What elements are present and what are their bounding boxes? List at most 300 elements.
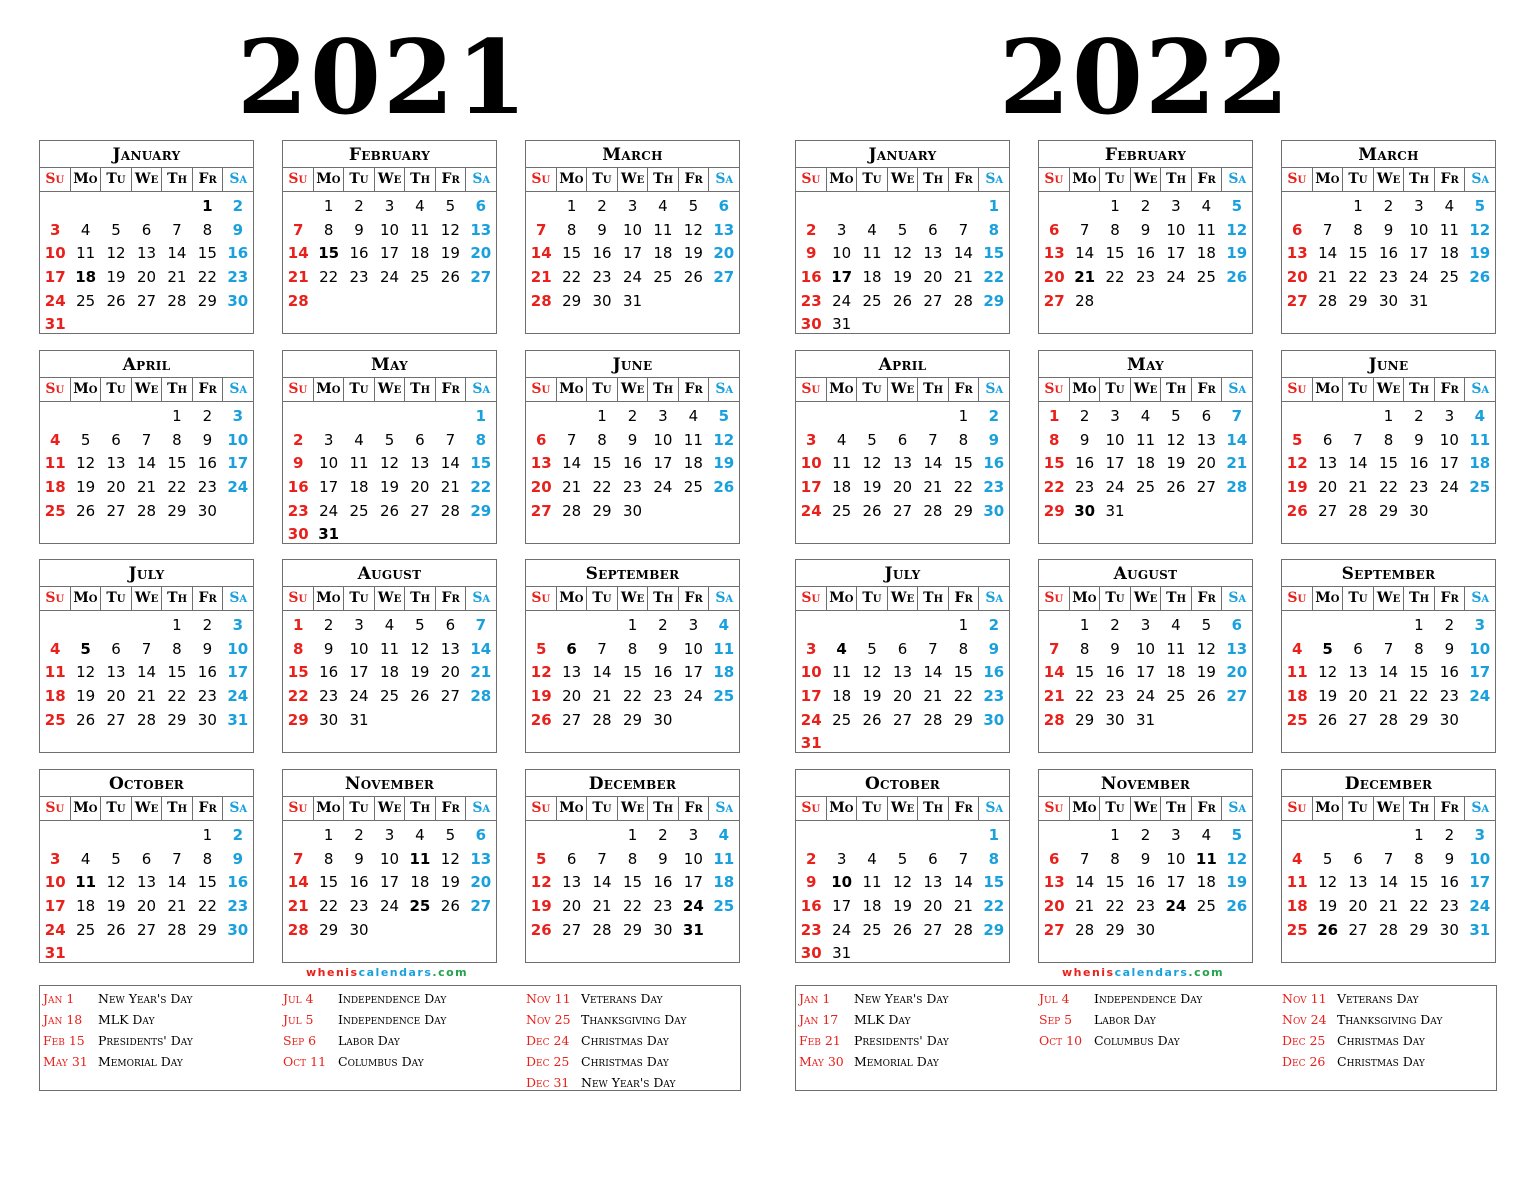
empty-day-cell xyxy=(887,824,917,848)
holiday-column xyxy=(43,988,193,1072)
day-cell: 2 xyxy=(354,197,364,215)
website-credit xyxy=(1062,966,1224,979)
day-cell: 10 xyxy=(379,849,400,868)
day-cell: 2 xyxy=(597,197,607,215)
weekday-label: Mo xyxy=(313,587,344,610)
day-cell: 6 xyxy=(566,639,577,658)
day-cell: 27 xyxy=(562,710,582,729)
day-cell: 21 xyxy=(562,478,582,497)
day-cell: 13 xyxy=(136,873,157,892)
day-grid xyxy=(283,402,496,547)
weekday-label: Mo xyxy=(1069,378,1100,401)
month-calendar xyxy=(1281,769,1496,963)
day-cell: 11 xyxy=(683,430,703,449)
weekday-label: Sa xyxy=(222,168,253,191)
month-calendar xyxy=(282,559,497,753)
day-cell: 18 xyxy=(832,478,852,497)
day-cell: 1 xyxy=(627,616,638,634)
day-cell: 5 xyxy=(1171,407,1181,425)
day-cell: 18 xyxy=(1196,244,1216,263)
holiday-date: Sep 5 xyxy=(1039,1012,1073,1027)
weekday-label: Su xyxy=(1044,171,1064,187)
day-cell: 28 xyxy=(1075,920,1095,939)
day-cell: 27 xyxy=(136,291,157,310)
holiday-name: Memorial Day xyxy=(98,1054,183,1069)
holiday-name: Independence Day xyxy=(1094,991,1203,1006)
day-cell: 20 xyxy=(1196,454,1216,473)
day-cell: 3 xyxy=(354,616,364,634)
day-cell: 5 xyxy=(80,639,91,658)
weekday-label: Th xyxy=(647,378,678,401)
day-cell: 25 xyxy=(713,897,735,916)
day-cell: 7 xyxy=(566,430,577,449)
day-cell: 19 xyxy=(379,478,400,497)
weekday-label: Tu xyxy=(343,168,374,191)
weekday-label: Su xyxy=(45,381,65,397)
weekday-label: Sa xyxy=(1221,378,1252,401)
day-cell: 17 xyxy=(832,897,852,916)
weekday-header xyxy=(1039,167,1252,192)
day-cell: 1 xyxy=(172,407,182,425)
day-cell: 3 xyxy=(1474,826,1485,844)
weekday-label: Mo xyxy=(70,587,101,610)
weekday-label: Sa xyxy=(465,168,496,191)
holiday-item xyxy=(43,1009,193,1030)
day-cell: 21 xyxy=(1226,454,1248,473)
day-cell: 27 xyxy=(1043,291,1065,310)
day-cell: 3 xyxy=(1474,616,1485,634)
day-cell: 12 xyxy=(1226,849,1248,868)
empty-day-cell xyxy=(1373,824,1403,848)
day-cell: 11 xyxy=(862,244,882,263)
day-cell: 27 xyxy=(1286,291,1308,310)
day-cell: 17 xyxy=(622,244,643,263)
holiday-item xyxy=(526,988,686,1009)
day-cell: 15 xyxy=(622,873,643,892)
day-cell: 12 xyxy=(530,663,552,682)
day-cell: 16 xyxy=(1439,663,1459,682)
day-cell: 17 xyxy=(227,663,249,682)
weekday-label: Fr xyxy=(948,378,979,401)
weekday-label: We xyxy=(1373,378,1404,401)
day-cell: 5 xyxy=(535,639,547,658)
day-cell: 13 xyxy=(923,244,943,263)
day-cell: 16 xyxy=(1105,663,1125,682)
day-cell: 4 xyxy=(867,220,877,239)
day-cell: 28 xyxy=(592,920,612,939)
day-cell: 7 xyxy=(1079,220,1090,239)
day-cell: 22 xyxy=(470,478,492,497)
day-cell: 23 xyxy=(983,478,1005,497)
weekday-header xyxy=(283,796,496,821)
day-cell: 15 xyxy=(953,454,973,473)
day-cell: 16 xyxy=(622,454,643,473)
day-cell: 27 xyxy=(1348,710,1368,729)
day-cell: 5 xyxy=(897,220,908,239)
day-cell: 7 xyxy=(1048,639,1060,658)
day-cell: 16 xyxy=(653,873,673,892)
day-cell: 7 xyxy=(445,430,456,449)
holiday-list xyxy=(795,985,1497,1091)
day-cell: 23 xyxy=(349,897,369,916)
weekday-header xyxy=(526,796,739,821)
holiday-name: Independence Day xyxy=(338,991,447,1006)
day-cell: 7 xyxy=(535,220,547,239)
weekday-label: Fr xyxy=(678,168,709,191)
day-cell: 9 xyxy=(597,220,607,239)
day-cell: 9 xyxy=(988,430,999,449)
day-cell: 17 xyxy=(349,663,369,682)
day-cell: 27 xyxy=(470,897,492,916)
day-cell: 13 xyxy=(470,849,492,868)
day-cell: 27 xyxy=(923,920,943,939)
day-cell: 6 xyxy=(1353,849,1363,868)
day-cell: 2 xyxy=(354,826,364,844)
day-cell: 8 xyxy=(1110,849,1120,868)
empty-day-cell xyxy=(162,195,192,219)
weekday-header xyxy=(40,377,253,402)
weekday-label: We xyxy=(131,797,162,820)
day-cell: 6 xyxy=(475,197,486,215)
day-cell: 16 xyxy=(1439,873,1459,892)
empty-day-cell xyxy=(948,195,978,219)
weekday-label: Th xyxy=(404,587,435,610)
day-cell: 10 xyxy=(800,454,822,473)
day-cell: 7 xyxy=(1231,407,1242,425)
day-cell: 15 xyxy=(562,244,582,263)
day-cell: 12 xyxy=(1318,663,1338,682)
day-cell: 25 xyxy=(409,897,431,916)
empty-day-cell xyxy=(526,195,556,219)
day-cell: 23 xyxy=(653,897,673,916)
day-cell: 6 xyxy=(1201,407,1212,425)
month-name: June xyxy=(612,355,653,375)
day-cell: 17 xyxy=(44,897,66,916)
day-cell: 7 xyxy=(172,849,182,868)
day-cell: 8 xyxy=(1353,220,1363,239)
weekday-label: We xyxy=(887,797,918,820)
day-cell: 15 xyxy=(287,663,309,682)
month-name: October xyxy=(108,774,185,794)
day-cell: 29 xyxy=(167,501,187,520)
weekday-label: Th xyxy=(917,168,948,191)
weekday-label: Sa xyxy=(465,378,496,401)
day-cell: 10 xyxy=(1166,220,1186,239)
holiday-item xyxy=(526,1030,686,1051)
day-cell: 27 xyxy=(410,501,430,520)
empty-day-cell xyxy=(131,614,161,638)
day-cell: 13 xyxy=(1043,244,1065,263)
weekday-label: Th xyxy=(647,797,678,820)
day-cell: 14 xyxy=(136,663,157,682)
empty-day-cell xyxy=(70,824,100,848)
weekday-label: Fr xyxy=(192,797,223,820)
weekday-label: Sa xyxy=(1221,587,1252,610)
day-cell: 19 xyxy=(862,478,882,497)
day-cell: 21 xyxy=(923,687,943,706)
day-cell: 9 xyxy=(232,849,243,868)
day-cell: 17 xyxy=(831,268,853,287)
holiday-date: Oct 10 xyxy=(1039,1033,1083,1048)
year-title: 2021 xyxy=(237,18,529,138)
day-cell: 11 xyxy=(713,639,735,658)
day-cell: 20 xyxy=(892,687,913,706)
day-cell: 19 xyxy=(76,478,96,497)
day-cell: 1 xyxy=(475,407,486,425)
day-cell: 5 xyxy=(535,849,547,868)
day-cell: 18 xyxy=(1286,687,1308,706)
day-cell: 31 xyxy=(44,944,66,963)
weekday-label: Fr xyxy=(435,378,466,401)
empty-day-cell xyxy=(283,195,313,219)
day-cell: 17 xyxy=(1135,663,1156,682)
day-cell: 10 xyxy=(227,639,249,658)
day-cell: 27 xyxy=(136,920,157,939)
day-cell: 11 xyxy=(379,639,400,658)
day-cell: 26 xyxy=(76,710,96,729)
holiday-date: Dec 31 xyxy=(526,1075,570,1090)
day-cell: 27 xyxy=(1043,920,1065,939)
day-cell: 11 xyxy=(653,220,673,239)
month-calendar xyxy=(525,140,740,334)
empty-day-cell xyxy=(796,614,826,638)
day-cell: 30 xyxy=(983,501,1005,520)
day-cell: 23 xyxy=(1439,897,1459,916)
weekday-label: Sa xyxy=(708,797,739,820)
holiday-item xyxy=(526,1072,686,1093)
day-cell: 26 xyxy=(713,478,735,497)
day-cell: 10 xyxy=(379,220,400,239)
day-cell: 31 xyxy=(832,944,852,963)
empty-day-cell xyxy=(1069,824,1099,848)
day-cell: 19 xyxy=(683,244,703,263)
empty-day-cell xyxy=(101,824,131,848)
weekday-label: Tu xyxy=(1342,797,1373,820)
day-cell: 3 xyxy=(688,616,699,634)
empty-day-cell xyxy=(101,405,131,429)
day-cell: 24 xyxy=(832,291,852,310)
day-cell: 16 xyxy=(983,454,1005,473)
day-cell: 24 xyxy=(227,687,249,706)
day-cell: 14 xyxy=(1043,663,1065,682)
day-cell: 30 xyxy=(1105,710,1125,729)
weekday-label: Tu xyxy=(100,797,131,820)
day-cell: 20 xyxy=(1226,663,1248,682)
day-cell: 24 xyxy=(832,920,852,939)
holiday-date: Dec 25 xyxy=(1282,1033,1326,1048)
day-cell: 30 xyxy=(1074,501,1096,520)
day-cell: 25 xyxy=(1469,478,1491,497)
day-cell: 13 xyxy=(562,873,582,892)
weekday-header xyxy=(796,377,1009,402)
day-cell: 10 xyxy=(44,244,66,263)
day-cell: 2 xyxy=(1444,616,1455,634)
day-cell: 26 xyxy=(1286,501,1308,520)
weekday-header xyxy=(1282,796,1495,821)
day-cell: 1 xyxy=(958,616,969,634)
day-grid xyxy=(40,192,253,337)
empty-day-cell xyxy=(1282,195,1312,219)
day-cell: 19 xyxy=(410,663,430,682)
weekday-label: Mo xyxy=(826,378,857,401)
day-cell: 13 xyxy=(1348,663,1368,682)
day-cell: 13 xyxy=(1196,430,1216,449)
day-cell: 14 xyxy=(167,873,187,892)
weekday-label: Fr xyxy=(435,797,466,820)
day-cell: 2 xyxy=(1140,197,1151,215)
day-cell: 1 xyxy=(1110,826,1120,844)
month-name: March xyxy=(1358,145,1419,165)
day-grid xyxy=(526,402,739,523)
day-cell: 8 xyxy=(627,639,638,658)
day-cell: 25 xyxy=(76,920,96,939)
weekday-header xyxy=(40,586,253,611)
weekday-label: Tu xyxy=(1099,587,1130,610)
weekday-label: Sa xyxy=(708,168,739,191)
day-cell: 11 xyxy=(409,849,431,868)
day-grid xyxy=(796,611,1009,756)
day-cell: 27 xyxy=(1196,478,1216,497)
day-cell: 14 xyxy=(923,663,943,682)
day-cell: 26 xyxy=(530,920,552,939)
day-cell: 6 xyxy=(1353,639,1363,658)
day-cell: 29 xyxy=(1105,920,1125,939)
empty-day-cell xyxy=(1282,824,1312,848)
day-cell: 29 xyxy=(622,710,643,729)
weekday-label: We xyxy=(1373,168,1404,191)
day-cell: 31 xyxy=(1469,920,1491,939)
weekday-label: Sa xyxy=(465,587,496,610)
day-cell: 29 xyxy=(287,710,309,729)
day-cell: 23 xyxy=(227,268,249,287)
day-cell: 13 xyxy=(470,220,492,239)
day-cell: 26 xyxy=(440,897,460,916)
day-cell: 18 xyxy=(75,268,97,287)
holiday-item xyxy=(526,1051,686,1072)
holiday-date: Sep 6 xyxy=(283,1033,317,1048)
holiday-date: Feb 15 xyxy=(43,1033,85,1048)
day-cell: 9 xyxy=(232,220,243,239)
day-cell: 20 xyxy=(1348,687,1368,706)
weekday-header xyxy=(526,167,739,192)
holiday-date: Oct 11 xyxy=(283,1054,327,1069)
month-calendar xyxy=(1038,350,1253,544)
day-cell: 31 xyxy=(1409,291,1429,310)
day-cell: 23 xyxy=(1135,268,1156,287)
day-cell: 11 xyxy=(1135,430,1156,449)
weekday-label: Mo xyxy=(556,378,587,401)
empty-day-cell xyxy=(101,614,131,638)
day-cell: 4 xyxy=(836,430,847,449)
site-part: calendars xyxy=(358,966,433,979)
holiday-name: Labor Day xyxy=(338,1033,400,1048)
holiday-column xyxy=(1039,988,1202,1051)
day-cell: 15 xyxy=(1105,873,1125,892)
empty-day-cell xyxy=(948,824,978,848)
day-cell: 8 xyxy=(958,639,969,658)
day-cell: 28 xyxy=(1378,710,1399,729)
day-cell: 3 xyxy=(232,407,243,425)
day-cell: 15 xyxy=(953,663,973,682)
day-cell: 9 xyxy=(323,639,334,658)
weekday-header xyxy=(1039,586,1252,611)
day-cell: 25 xyxy=(832,501,852,520)
day-cell: 26 xyxy=(1226,897,1248,916)
day-cell: 11 xyxy=(76,244,96,263)
day-cell: 21 xyxy=(1348,478,1368,497)
holiday-date: Jan 17 xyxy=(799,1012,839,1027)
month-name: July xyxy=(128,564,165,584)
day-cell: 7 xyxy=(928,430,938,449)
day-cell: 13 xyxy=(410,454,430,473)
day-cell: 19 xyxy=(713,454,735,473)
day-cell: 16 xyxy=(197,454,217,473)
weekday-header xyxy=(796,796,1009,821)
day-cell: 18 xyxy=(1469,454,1491,473)
day-cell: 2 xyxy=(1079,407,1090,425)
day-cell: 30 xyxy=(653,920,673,939)
month-calendar xyxy=(795,350,1010,544)
day-cell: 3 xyxy=(232,616,243,634)
day-cell: 12 xyxy=(76,454,96,473)
day-cell: 25 xyxy=(713,687,735,706)
day-cell: 10 xyxy=(683,849,703,868)
day-cell: 29 xyxy=(197,920,217,939)
day-cell: 30 xyxy=(653,710,673,729)
day-cell: 24 xyxy=(349,687,369,706)
day-cell: 21 xyxy=(440,478,460,497)
empty-day-cell xyxy=(826,195,856,219)
day-cell: 15 xyxy=(1043,454,1065,473)
day-cell: 1 xyxy=(988,826,999,844)
day-cell: 7 xyxy=(958,849,969,868)
day-cell: 23 xyxy=(983,687,1005,706)
day-cell: 22 xyxy=(1348,268,1368,287)
weekday-label: Fr xyxy=(192,378,223,401)
day-cell: 9 xyxy=(1383,220,1394,239)
day-cell: 18 xyxy=(1166,663,1186,682)
empty-day-cell xyxy=(1343,405,1373,429)
day-cell: 3 xyxy=(384,197,395,215)
day-cell: 22 xyxy=(1105,268,1125,287)
day-grid xyxy=(796,402,1009,523)
day-cell: 7 xyxy=(141,639,152,658)
day-cell: 1 xyxy=(172,616,182,634)
day-cell: 5 xyxy=(1322,849,1333,868)
month-name: January xyxy=(112,145,181,165)
weekday-header xyxy=(526,377,739,402)
month-name: February xyxy=(348,145,431,165)
day-cell: 29 xyxy=(319,920,339,939)
day-cell: 10 xyxy=(349,639,369,658)
weekday-label: Tu xyxy=(1099,797,1130,820)
day-cell: 21 xyxy=(136,478,157,497)
day-cell: 14 xyxy=(470,639,492,658)
day-cell: 12 xyxy=(530,873,552,892)
holiday-item xyxy=(1282,1051,1442,1072)
day-cell: 21 xyxy=(167,268,187,287)
holiday-name: Presidents' Day xyxy=(854,1033,949,1048)
weekday-label: Fr xyxy=(1191,378,1222,401)
day-cell: 25 xyxy=(410,268,430,287)
holiday-name: Presidents' Day xyxy=(98,1033,193,1048)
holiday-name: Memorial Day xyxy=(854,1054,939,1069)
day-cell: 10 xyxy=(683,639,703,658)
day-cell: 28 xyxy=(1226,478,1248,497)
day-cell: 6 xyxy=(718,197,729,215)
weekday-label: Sa xyxy=(465,797,496,820)
day-cell: 25 xyxy=(862,920,882,939)
